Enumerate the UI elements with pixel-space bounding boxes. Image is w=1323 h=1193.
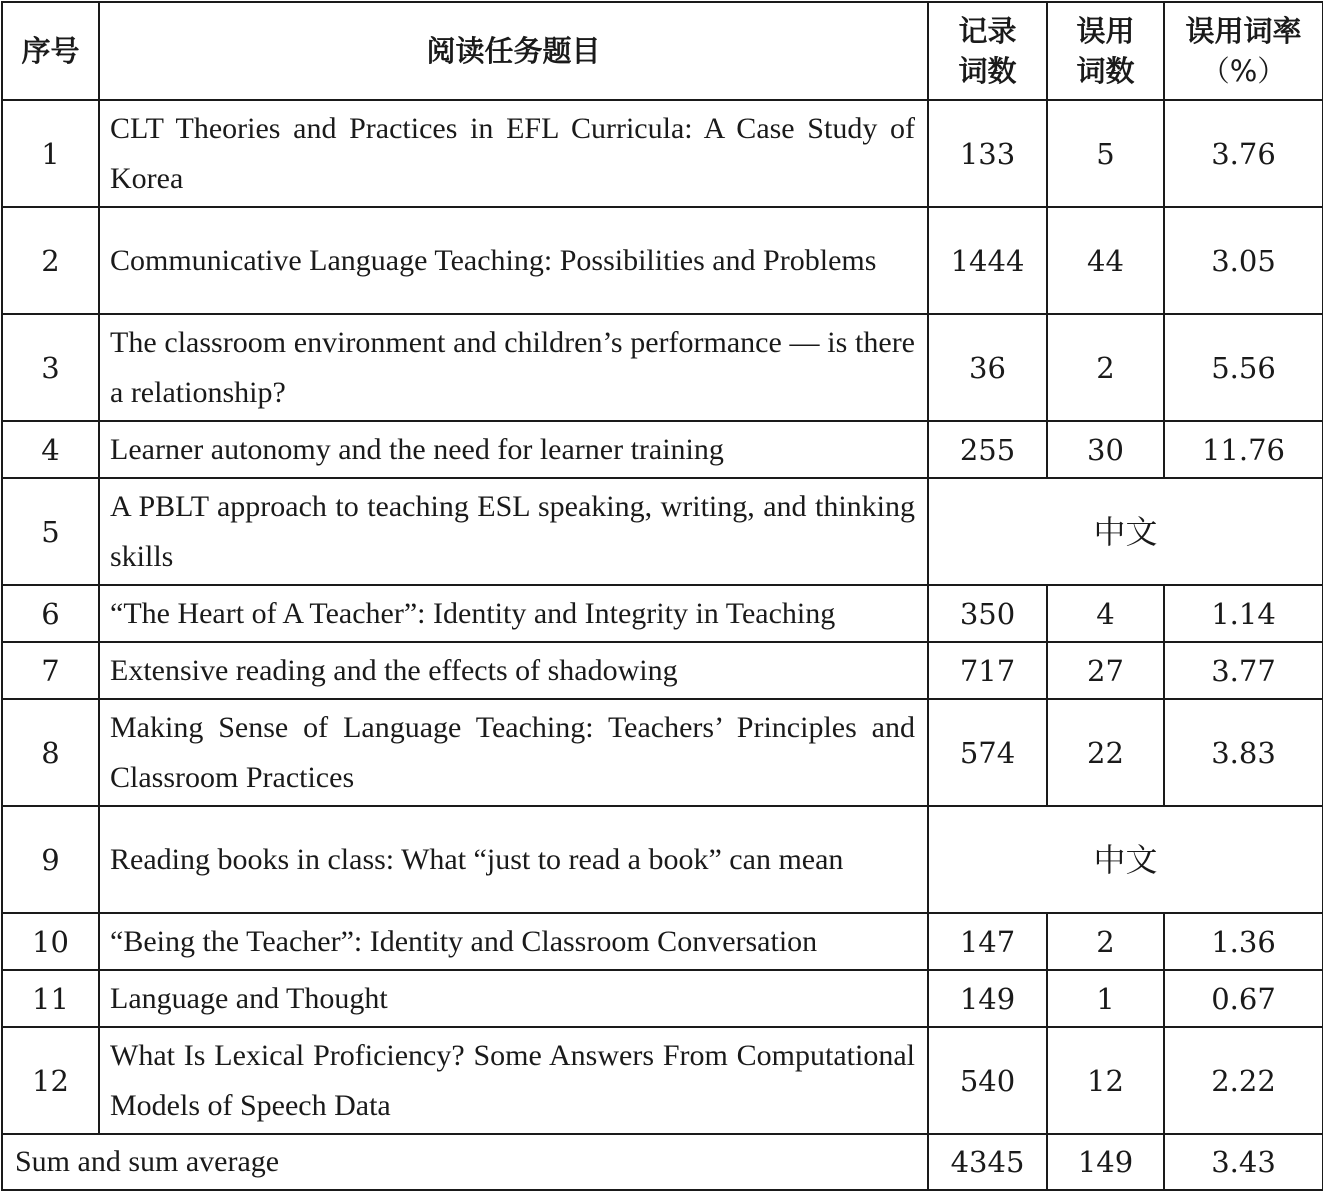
- row-index: 4: [2, 421, 99, 478]
- summary-label: Sum and sum average: [2, 1134, 928, 1190]
- row-misused: 30: [1047, 421, 1164, 478]
- row-index: 5: [2, 478, 99, 585]
- row-index: 6: [2, 585, 99, 642]
- header-rate-line2: （%）: [1200, 54, 1287, 88]
- row-index: 7: [2, 642, 99, 699]
- table-row: [2, 642, 1323, 699]
- row-index: 9: [2, 806, 99, 913]
- row-note: 中文: [928, 806, 1323, 913]
- header-misused-line2: 词数: [1076, 54, 1135, 88]
- row-recorded: 350: [928, 585, 1047, 642]
- row-misused: 2: [1047, 314, 1164, 421]
- header-index: 序号: [2, 2, 99, 100]
- row-index: 11: [2, 970, 99, 1027]
- row-recorded: 1444: [928, 207, 1047, 314]
- row-title: Learner autonomy and the need for learner training: [99, 421, 928, 478]
- row-recorded: 133: [928, 100, 1047, 207]
- row-misused: 12: [1047, 1027, 1164, 1134]
- row-title: CLT Theories and Practices in EFL Curricula: A Case Study of Korea: [99, 100, 928, 207]
- row-recorded: 540: [928, 1027, 1047, 1134]
- summary-row: [2, 1134, 1323, 1190]
- row-recorded: 147: [928, 913, 1047, 970]
- header-misused-line1: 误用: [1076, 14, 1135, 48]
- row-rate: 11.76: [1164, 421, 1323, 478]
- row-misused: 22: [1047, 699, 1164, 806]
- table-row: [2, 806, 1323, 913]
- row-rate: 3.77: [1164, 642, 1323, 699]
- row-misused: 27: [1047, 642, 1164, 699]
- row-index: 12: [2, 1027, 99, 1134]
- row-rate: 3.05: [1164, 207, 1323, 314]
- row-title: Making Sense of Language Teaching: Teachers’ Principles and Classroom Practices: [99, 699, 928, 806]
- row-rate: 0.67: [1164, 970, 1323, 1027]
- row-note: 中文: [928, 478, 1323, 585]
- header-rate: [1164, 2, 1323, 100]
- row-index: 1: [2, 100, 99, 207]
- row-misused: 4: [1047, 585, 1164, 642]
- row-index: 3: [2, 314, 99, 421]
- row-rate: 3.83: [1164, 699, 1323, 806]
- summary-misused: 149: [1047, 1134, 1164, 1190]
- row-title: “Being the Teacher”: Identity and Classroom Conversation: [99, 913, 928, 970]
- reading-task-table: [1, 1, 1323, 1191]
- row-index: 8: [2, 699, 99, 806]
- row-misused: 1: [1047, 970, 1164, 1027]
- header-title: 阅读任务题目: [99, 2, 928, 100]
- row-title: Language and Thought: [99, 970, 928, 1027]
- row-title: What Is Lexical Proficiency? Some Answers From Computational Models of Speech Data: [99, 1027, 928, 1134]
- table-row: [2, 478, 1323, 585]
- table-row: [2, 421, 1323, 478]
- row-index: 2: [2, 207, 99, 314]
- row-title: “The Heart of A Teacher”: Identity and Integrity in Teaching: [99, 585, 928, 642]
- table-row: [2, 699, 1323, 806]
- row-recorded: 149: [928, 970, 1047, 1027]
- table-row: [2, 970, 1323, 1027]
- row-recorded: 574: [928, 699, 1047, 806]
- row-rate: 1.36: [1164, 913, 1323, 970]
- row-misused: 5: [1047, 100, 1164, 207]
- table-row: [2, 100, 1323, 207]
- table-row: [2, 207, 1323, 314]
- row-misused: 44: [1047, 207, 1164, 314]
- row-rate: 2.22: [1164, 1027, 1323, 1134]
- table-row: [2, 585, 1323, 642]
- row-misused: 2: [1047, 913, 1164, 970]
- header-row: [2, 2, 1323, 100]
- table-row: [2, 314, 1323, 421]
- table-row: [2, 1027, 1323, 1134]
- table-body: [2, 100, 1323, 1134]
- row-rate: 3.76: [1164, 100, 1323, 207]
- table-row: [2, 913, 1323, 970]
- header-rate-line1: 误用词率: [1185, 14, 1302, 48]
- header-recorded-line1: 记录: [958, 14, 1017, 48]
- row-title: Communicative Language Teaching: Possibilities and Problems: [99, 207, 928, 314]
- row-recorded: 255: [928, 421, 1047, 478]
- row-rate: 5.56: [1164, 314, 1323, 421]
- header-recorded: [928, 2, 1047, 100]
- row-title: A PBLT approach to teaching ESL speaking, writing, and thinking skills: [99, 478, 928, 585]
- row-title: Reading books in class: What “just to read a book” can mean: [99, 806, 928, 913]
- row-rate: 1.14: [1164, 585, 1323, 642]
- row-title: The classroom environment and children’s performance — is there a relationship?: [99, 314, 928, 421]
- summary-recorded: 4345: [928, 1134, 1047, 1190]
- row-recorded: 717: [928, 642, 1047, 699]
- header-misused: [1047, 2, 1164, 100]
- row-recorded: 36: [928, 314, 1047, 421]
- row-index: 10: [2, 913, 99, 970]
- row-title: Extensive reading and the effects of shadowing: [99, 642, 928, 699]
- header-recorded-line2: 词数: [958, 54, 1017, 88]
- summary-rate: 3.43: [1164, 1134, 1323, 1190]
